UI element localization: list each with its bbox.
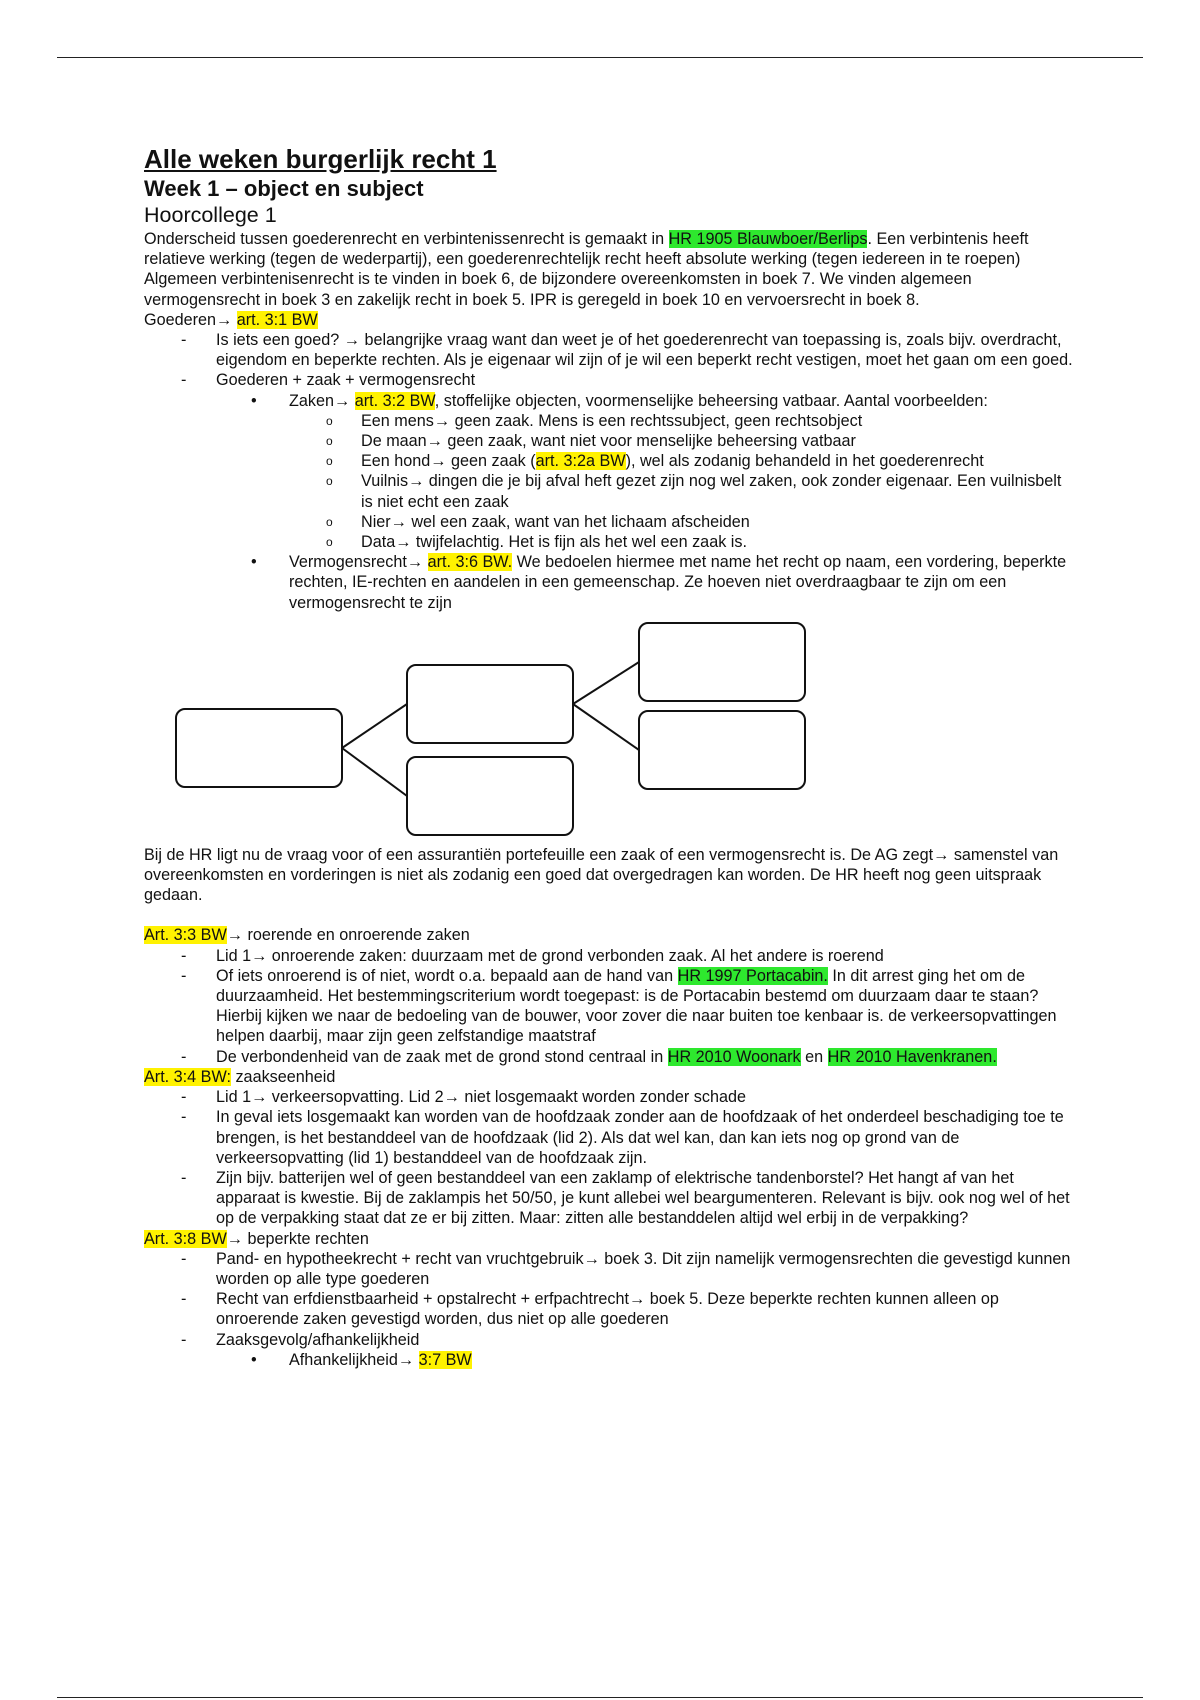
article-highlight: art. 3:1 BW — [236, 310, 318, 329]
art34-list — [144, 1087, 1074, 1228]
article-highlight: art. 3:2 BW — [354, 391, 435, 410]
article-highlight: art. 3:2a BW — [535, 452, 626, 471]
goederen-sublist — [216, 391, 1074, 613]
diagram-box-right-bottom — [639, 711, 805, 789]
case-highlight: HR 1997 Portacabin. — [677, 966, 828, 985]
list-item: o Data→ twijfelachtig. Het is fijn als het wel een zaak is. — [144, 532, 1074, 552]
list-item: o Vuilnis→ dingen die je bij afval heft gezet zijn nog wel zaken, ook zonder eigenaar. Een vuilnisbelt is niet echt een zaak — [144, 471, 1074, 511]
list-item: - In geval iets losgemaakt kan worden van de hoofdzaak zonder aan de hoofdzaak of het onderdeel beschadiging toe te brengen, is het bestanddeel van de hoofdzaak (lid 2). Als dat wel kan, dan kan iets nog op grond van de verkeersopvatting (lid 1) bestanddeel van de hoofdzaak zijn. — [144, 1107, 1074, 1168]
zaken-examples — [289, 411, 1074, 552]
books-paragraph: Algemeen verbintenisenrecht is te vinden in boek 6, de bijzondere overeenkomsten in boek 7. We vinden algemeen vermogensrecht in boek 3 en zakelijk recht in boek 5. IPR is geregeld in boek 10 en vervoersrecht in boek 8. — [144, 270, 972, 309]
week-heading: Week 1 – object en subject — [144, 176, 424, 201]
list-item: - Zaaksgevolg/afhankelijkheid • Afhankelijkheid→ 3:7 BW — [144, 1330, 1074, 1370]
goederen-line: Goederen→ art. 3:1 BW — [144, 310, 318, 329]
list-item: - Lid 1→ verkeersopvatting. Lid 2→ niet losgemaakt worden zonder schade — [144, 1087, 1074, 1107]
hr-paragraph: Bij de HR ligt nu de vraag voor of een assurantiën portefeuille een zaak of een vermogensrecht is. De AG zegt→ samenstel van overeenkomsten en vorderingen is niet als zodanig een goed dat overgedragen kan worden. De HR heeft nog geen uitspraak gedaan. — [144, 845, 1059, 905]
list-item: - Zijn bijv. batterijen wel of geen bestanddeel van een zaklamp of elektrische tandenborstel? Het hangt af van het apparaat is kwestie. Bij de zaklampis het 50/50, je kunt allebei wel beargumenteren. Relevant is bijv. ook nog wel of het op de verpakking staat dat ze er bij zitten. Maar: zitten alle bestanddelen altijd wel erbij in de verpakking? — [144, 1168, 1074, 1229]
diagram-connector — [342, 704, 407, 748]
goederen-list — [144, 330, 1074, 613]
list-item: - Lid 1→ onroerende zaken: duurzaam met de grond verbonden zaak. Al het andere is roerend — [144, 946, 1074, 966]
list-item: - Pand- en hypotheekrecht + recht van vruchtgebruik→ boek 3. Dit zijn namelijk vermogensrechten die gevestigd kunnen worden op alle type goederen — [144, 1249, 1074, 1289]
diagram-box-root — [176, 709, 342, 787]
afhankelijkheid-sublist — [216, 1350, 1074, 1370]
diagram-box-right-top — [639, 623, 805, 701]
article-highlight: art. 3:6 BW. — [427, 553, 513, 572]
list-item: o Nier→ wel een zaak, want van het lichaam afscheiden — [144, 512, 1074, 532]
art38-list — [144, 1249, 1074, 1370]
article-highlight: Art. 3:3 BW — [144, 926, 227, 945]
tree-diagram — [174, 621, 834, 843]
list-item: - Is iets een goed? → belangrijke vraag want dan weet je of het goederenrecht van toepassing is, zoals bijv. overdracht, eigendom en beperkte rechten. Als je eigenaar wil zijn of je wil een beperkt recht vestigen, moet het gaan om een goed. — [144, 330, 1074, 370]
list-item-zaken: • Zaken→ art. 3:2 BW, stoffelijke objecten, voormenselijke beheersing vatbaar. Aantal voorbeelden: o Een mens→ geen zaak. Mens is een rechtssubject, geen rechtsobject o De maan→ geen zaak, want niet voor menselijke beheersing vatbaar o Een hond→ geen zaak (art. 3:2a BW), wel als zodanig behandeld in het goederenrecht o Vuilnis→ dingen die je bij afval heft gezet zijn nog wel zaken, ook zonder eigenaar. Een vuilnisbelt is niet echt een zaak o Nier→ wel een zaak, want van het lichaam afscheiden o Data→ twijfelachtig. Het is fijn als het wel een zaak is. — [144, 391, 1074, 553]
list-item: - Goederen + zaak + vermogensrecht • Zaken→ art. 3:2 BW, stoffelijke objecten, voormenselijke beheersing vatbaar. Aantal voorbeelden: o Een mens→ geen zaak. Mens is een rechtssubject, geen rechtsobject o De maan→ geen zaak, want niet voor menselijke beheersing vatbaar o Een hond→ geen zaak (art. 3:2a BW), wel als zodanig behandeld in het goederenrecht o Vuilnis→ dingen die je bij afval heft gezet zijn nog wel zaken, ook zonder eigenaar. Een vuilnisbelt is niet echt een zaak o Nier→ wel een zaak, want van het lichaam afscheiden o Data→ twijfelachtig. Het is fijn als het wel een zaak is. • Vermogensrecht→ art. 3:6 BW. We bedoelen hiermee met name het recht op naam, een vordering, beperkte rechten, IE-rechten en aandelen in een gemeenschap. Ze hoeven niet overdraagbaar te zijn om een vermogensrecht te zijn — [144, 370, 1074, 612]
intro-paragraph: Onderscheid tussen goederenrecht en verbintenissenrecht is gemaakt in HR 1905 Blauwboer/Berlips. Een verbintenis heeft relatieve werking (tegen de wederpartij), een goederenrechtelijk recht heeft absolute werking (tegen iedereen in te roepen) — [144, 230, 1029, 269]
lecture-heading: Hoorcollege 1 — [144, 203, 277, 227]
article-highlight: Art. 3:4 BW: — [144, 1067, 231, 1086]
list-item-vermogensrecht: • Vermogensrecht→ art. 3:6 BW. We bedoelen hiermee met name het recht op naam, een vordering, beperkte rechten, IE-rechten en aandelen in een gemeenschap. Ze hoeven niet overdraagbaar te zijn om een vermogensrecht te zijn — [144, 552, 1074, 613]
diagram-box-middle-bottom — [407, 757, 573, 835]
diagram-connector — [573, 704, 639, 750]
list-item: o Een hond→ geen zaak (art. 3:2a BW), wel als zodanig behandeld in het goederenrecht — [144, 451, 1074, 471]
case-highlight: HR 1905 Blauwboer/Berlips — [668, 230, 868, 248]
bottom-rule — [57, 1697, 1143, 1698]
art34-line: Art. 3:4 BW: zaakseenheid — [144, 1067, 336, 1086]
list-item: - Recht van erfdienstbaarheid + opstalrecht + erfpachtrecht→ boek 5. Deze beperkte rechten kunnen alleen op onroerende zaken gevestigd worden, dus niet op alle goederen — [144, 1289, 1074, 1329]
document-title: Alle weken burgerlijk recht 1 — [144, 144, 497, 174]
list-item: - De verbondenheid van de zaak met de grond stond centraal in HR 2010 Woonark en HR 2010 Havenkranen. — [144, 1047, 1074, 1067]
diagram-connector — [573, 662, 639, 704]
article-highlight: 3:7 BW — [418, 1350, 472, 1369]
diagram-box-middle-top — [407, 665, 573, 743]
list-item: o Een mens→ geen zaak. Mens is een rechtssubject, geen rechtsobject — [144, 411, 1074, 431]
art33-list — [144, 946, 1074, 1067]
art38-line: Art. 3:8 BW→ beperkte rechten — [144, 1229, 369, 1248]
case-highlight: HR 2010 Havenkranen. — [827, 1047, 997, 1066]
art33-line: Art. 3:3 BW→ roerende en onroerende zaken — [144, 926, 470, 945]
case-highlight: HR 2010 Woonark — [667, 1047, 801, 1066]
article-highlight: Art. 3:8 BW — [144, 1229, 227, 1248]
list-item: • Afhankelijkheid→ 3:7 BW — [144, 1350, 1074, 1370]
list-item: o De maan→ geen zaak, want niet voor menselijke beheersing vatbaar — [144, 431, 1074, 451]
list-item: - Of iets onroerend is of niet, wordt o.a. bepaald aan de hand van HR 1997 Portacabin. In dit arrest ging het om de duurzaamheid. Het bestemmingscriterium wordt toegepast: is de Portacabin bestemd om duurzaam daar te staan? Hierbij kijken we naar de bedoeling van de bouwer, voor zover die naar buiten toe kenbaar is. de verkeersopvattingen helpen daarbij, maar zijn geen zelfstandige maatstraf — [144, 966, 1074, 1047]
document-body — [144, 143, 1074, 1370]
diagram-connector — [342, 748, 407, 796]
top-rule — [57, 57, 1143, 58]
